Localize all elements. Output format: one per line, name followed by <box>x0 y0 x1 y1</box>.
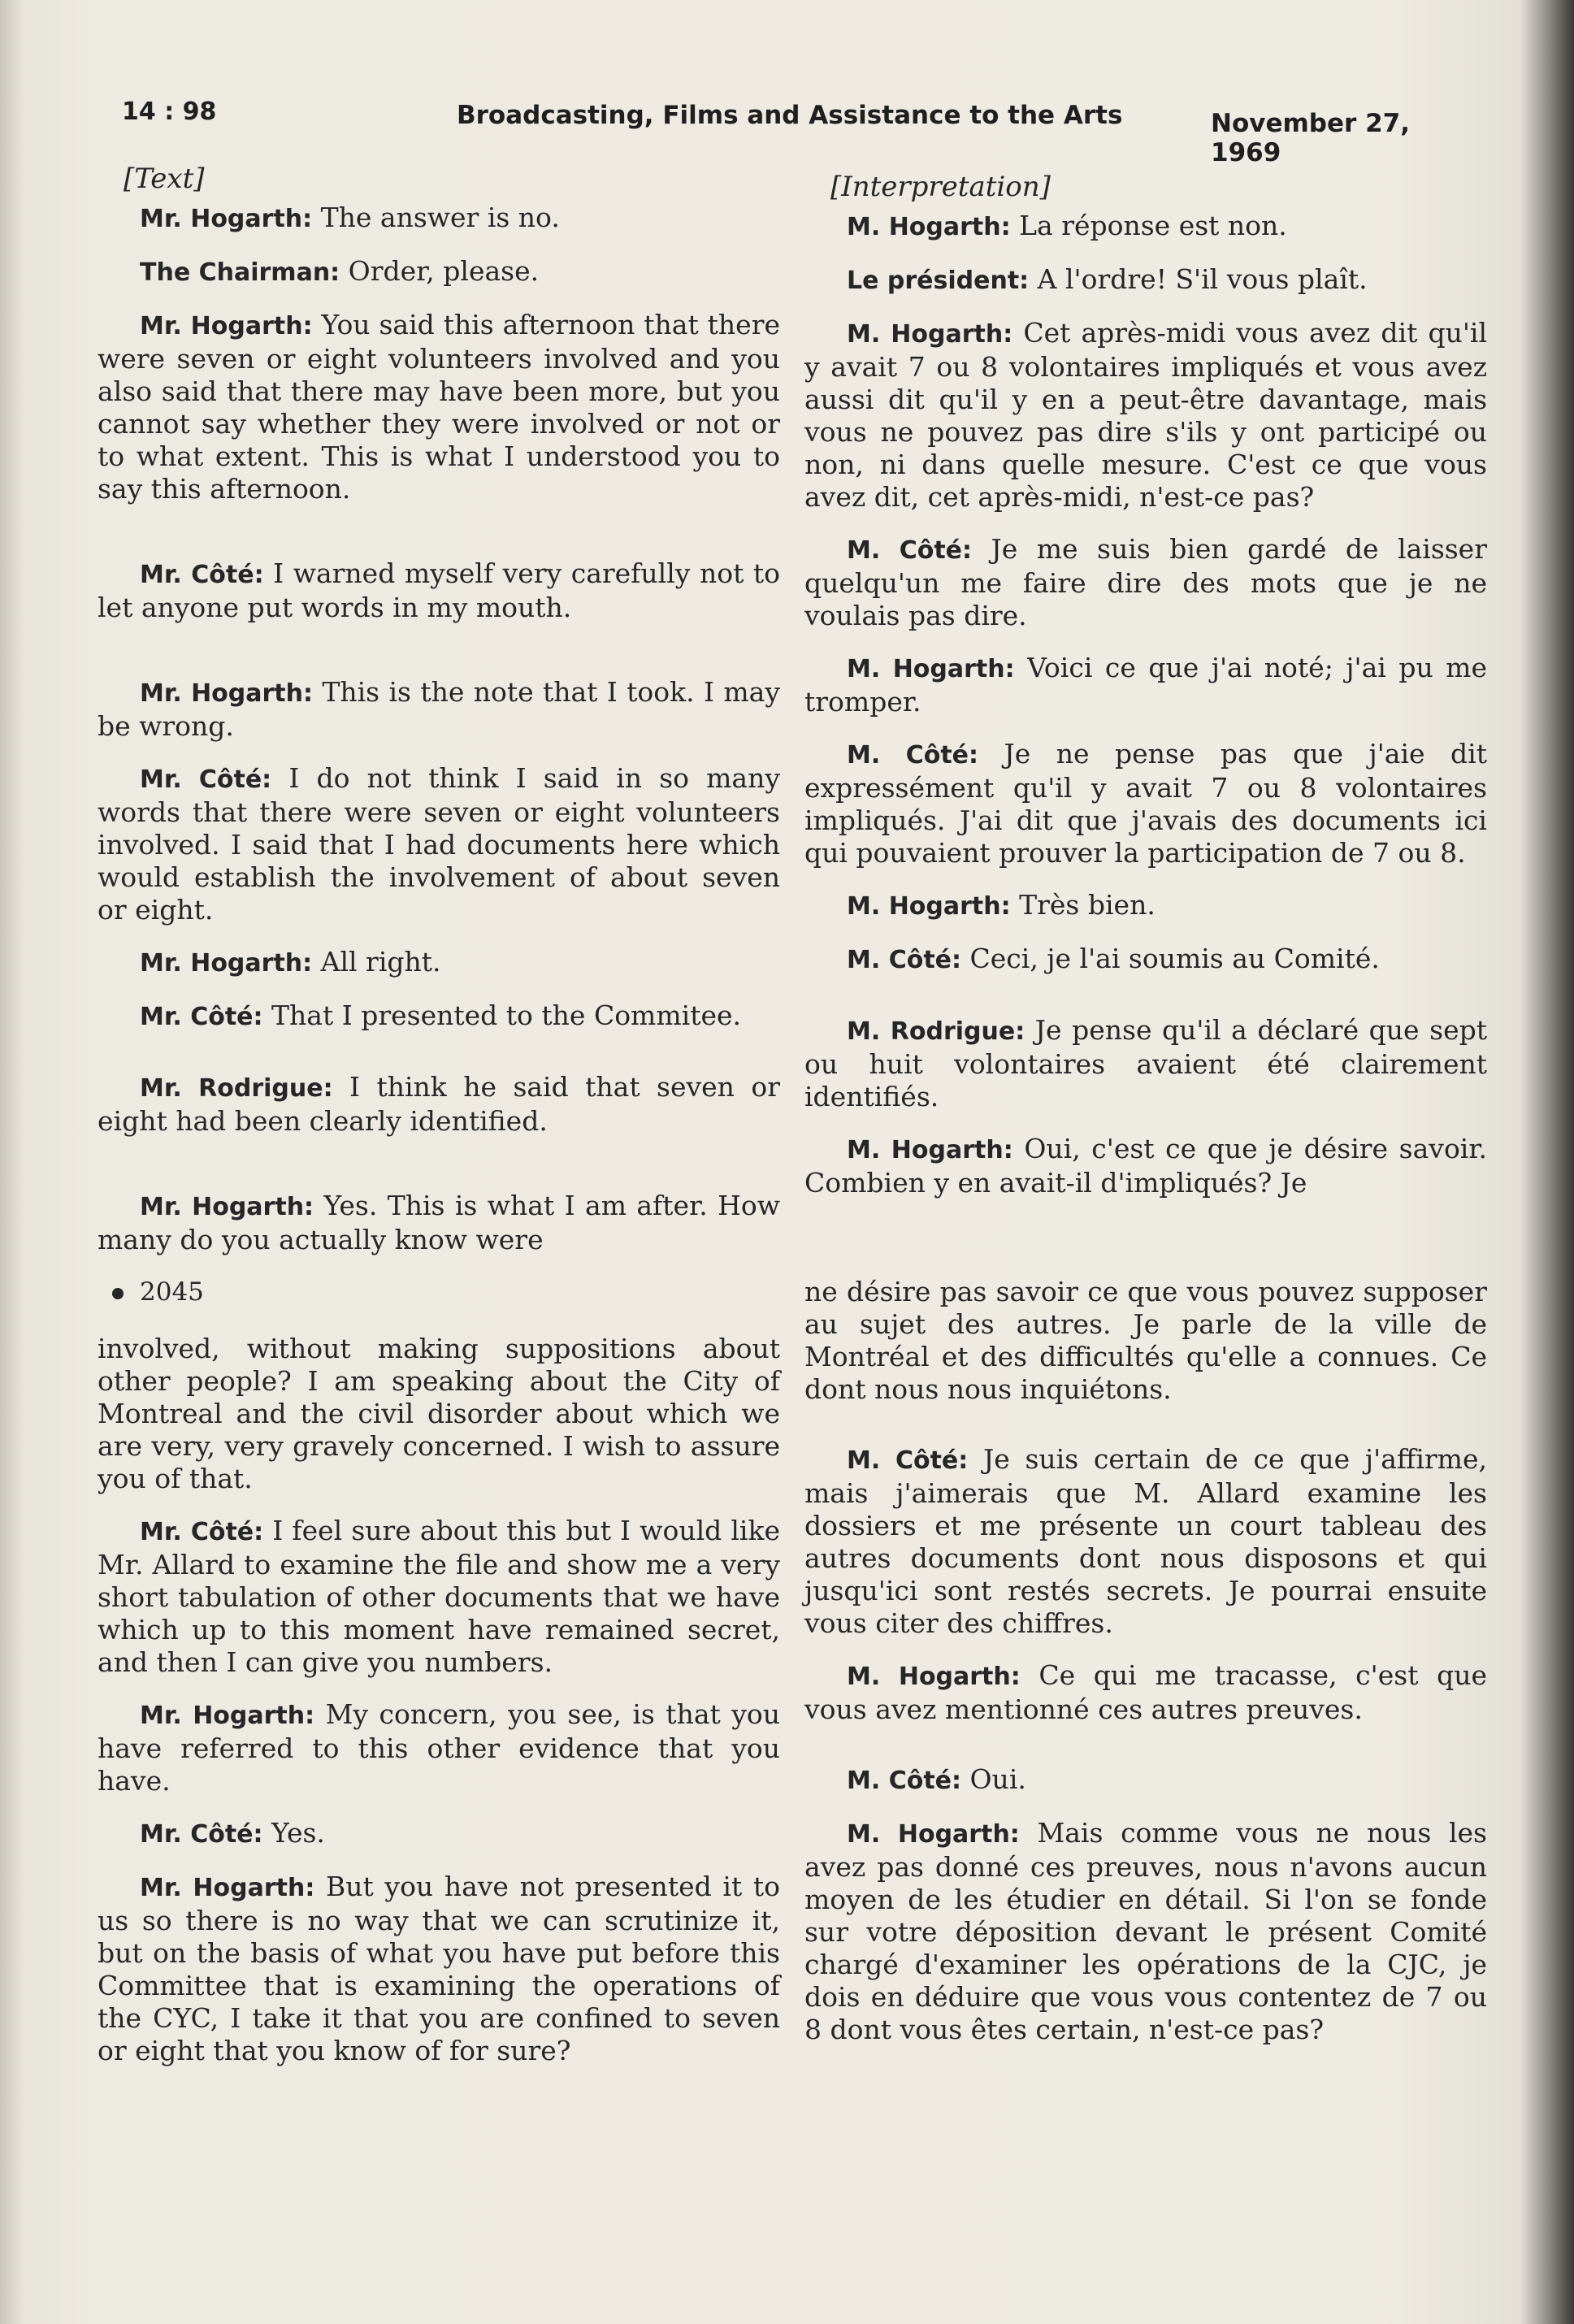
speaker: M. Côté: <box>847 1446 969 1475</box>
statement-text: My concern, you see, is that you have referred to this other evidence that you have. <box>98 1698 781 1797</box>
statement <box>804 317 1487 514</box>
page-number: 14 : 98 <box>122 98 217 126</box>
statement-text: Cet après-midi vous avez dit qu'il y avait 7 ou 8 volontaires impliqués et vous avez aussi dit qu'il y en a peut-être davantage, mais vous ne pouvez pas dire s'ils y ont participé ou non, ni dans quelle mesure. C'est ce que vous avez dit, cet après-midi, n'est-ce pas? <box>804 317 1487 513</box>
speaker: M. Hogarth: <box>847 1663 1021 1691</box>
speaker: M. Côté: <box>847 536 973 565</box>
bullet-icon <box>112 1288 124 1299</box>
statement <box>98 762 780 926</box>
speaker: M. Côté: <box>847 946 962 974</box>
statement <box>98 1698 780 1797</box>
speaker: M. Hogarth: <box>847 892 1011 921</box>
speaker: Le président: <box>847 267 1030 295</box>
speaker: M. Hogarth: <box>847 320 1013 349</box>
speaker: Mr. Côté: <box>140 765 272 794</box>
statement <box>804 1817 1487 2046</box>
statement-text: Je me suis bien gardé de laisser quelqu'un me faire dire des mots que je ne voulais pas dire. <box>804 533 1487 631</box>
statement-text: involved, without making suppositions about other people? I am speaking about the City of Montreal and the civil disorder about which we are very, very gravely concerned. I wish to assure you of that. <box>98 1333 780 1494</box>
statement <box>804 1133 1487 1199</box>
speaker: Mr. Hogarth: <box>140 679 314 708</box>
speaker: Mr. Côté: <box>140 1003 263 1031</box>
statement <box>804 943 1487 977</box>
statement <box>98 309 780 505</box>
statement-text: Ceci, je l'ai soumis au Comité. <box>961 943 1380 974</box>
statement <box>98 202 780 236</box>
statement <box>98 1515 780 1679</box>
statement <box>98 1190 780 1256</box>
speaker: M. Hogarth: <box>847 213 1011 241</box>
speaker: M. Côté: <box>847 1767 962 1795</box>
statement <box>804 1276 1487 1406</box>
statement <box>98 1071 780 1138</box>
statement <box>804 889 1487 923</box>
column-label: [Interpretation] <box>830 171 1051 203</box>
column-label: [Text] <box>124 163 205 195</box>
speaker: M. Hogarth: <box>847 1136 1013 1164</box>
speaker: Mr. Hogarth: <box>140 1874 315 1902</box>
speaker: M. Côté: <box>847 741 979 770</box>
marker-number: 2045 <box>140 1277 204 1307</box>
speaker: Mr. Côté: <box>140 1820 263 1849</box>
speaker: Mr. Hogarth: <box>140 205 313 233</box>
statement-text: Order, please. <box>340 255 540 287</box>
statement-text: I warned myself very carefully not to let anyone put words in my mouth. <box>98 557 781 623</box>
speaker: Mr. Hogarth: <box>140 312 313 340</box>
statement-text: Oui. <box>961 1763 1026 1795</box>
statement-text: A l'ordre! S'il vous plaît. <box>1029 263 1368 295</box>
speaker: Mr. Côté: <box>140 561 264 589</box>
statement <box>804 1763 1487 1797</box>
statement-text: This is the note that I took. I may be wrong. <box>98 676 780 742</box>
statement-text: That I presented to the Commitee. <box>262 999 742 1031</box>
statement-text: You said this afternoon that there were seven or eight volunteers involved and you also said that there may have been more, but you cannot say whether they were involved or not or to what extent. This is what I understood you to say this afternoon. <box>98 309 781 505</box>
speaker: The Chairman: <box>140 258 340 287</box>
statement-text: Je pense qu'il a déclaré que sept ou huit volontaires avaient été clairement identifiés. <box>804 1014 1487 1112</box>
running-header <box>122 89 1487 167</box>
statement-text: Yes. <box>262 1817 325 1849</box>
statement <box>98 255 780 289</box>
statement <box>98 1871 780 2067</box>
speaker: Mr. Côté: <box>140 1518 264 1546</box>
statement-text: I do not think I said in so many words that there were seven or eight volunteers involved. I said that I had documents here which would establish the involvement of about seven or eight. <box>98 762 780 926</box>
statement-text: But you have not presented it to us so there is no way that we can scrutinize it, but on the basis of what you have put before this Committee that is examining the operations of the CYC, I take it that you are confined to seven or eight that you know of for sure? <box>98 1871 781 2066</box>
statement-text: Mais comme vous ne nous les avez pas donné ces preuves, nous n'avons aucun moyen de les étudier en détail. Si l'on se fonde sur votre déposition devant le présent Comité chargé d'examiner les opérations de la CJC, je dois en déduire que vous vous contentez de 7 ou 8 dont vous êtes certain, n'est-ce pas? <box>804 1817 1487 2045</box>
speaker: M. Hogarth: <box>847 655 1015 683</box>
statement <box>98 676 780 743</box>
speaker: Mr. Rodrigue: <box>140 1074 333 1103</box>
statement-text: All right. <box>312 946 441 978</box>
running-title: Broadcasting, Films and Assistance to the Arts <box>457 101 1123 130</box>
statement <box>804 1443 1487 1640</box>
statement <box>804 1659 1487 1726</box>
tape-marker <box>112 1276 780 1308</box>
french-column <box>804 171 1487 2066</box>
speaker: M. Rodrigue: <box>847 1017 1025 1046</box>
statement-text: Je suis certain de ce que j'affirme, mais j'aimerais que M. Allard examine les dossiers et me présente un court tableau des autres documents dont nous disposons et qui jusqu'ici sont restés secrets. Je pourrai ensuite vous citer des chiffres. <box>804 1443 1487 1639</box>
statement <box>804 1014 1487 1113</box>
header-date: November 27, 1969 <box>1211 109 1410 167</box>
statement <box>804 652 1487 718</box>
statement <box>804 210 1487 244</box>
statement-text: I think he said that seven or eight had been clearly identified. <box>98 1071 780 1137</box>
statement-text: Yes. This is what I am after. How many do you actually know were <box>98 1190 780 1255</box>
statement-text: ne désire pas savoir ce que vous pouvez supposer au sujet des autres. Je parle de la ville de Montréal et des difficultés qu'elle a connues. Ce dont nous nous inquiétons. <box>804 1276 1487 1405</box>
statement-text: Oui, c'est ce que je désire savoir. Combien y en avait-il d'impliqués? Je <box>804 1133 1487 1199</box>
speaker: Mr. Hogarth: <box>140 1702 315 1730</box>
statement <box>98 1333 780 1495</box>
speaker: M. Hogarth: <box>847 1820 1020 1849</box>
statement <box>98 557 780 624</box>
statement-text: La réponse est non. <box>1010 210 1287 241</box>
english-column <box>98 163 780 2087</box>
statement-text: Très bien. <box>1010 889 1156 921</box>
statement-text: Voici ce que j'ai noté; j'ai pu me tromper. <box>804 652 1488 718</box>
statement <box>98 946 780 980</box>
statement-text: Ce qui me tracasse, c'est que vous avez mentionné ces autres preuves. <box>804 1659 1487 1725</box>
speaker: Mr. Hogarth: <box>140 1193 314 1221</box>
statement-text: The answer is no. <box>312 202 560 233</box>
statement-text: I feel sure about this but I would like Mr. Allard to examine the file and show me a very short tabulation of other documents that we have which up to this moment have remained secret, and then I can give you numbers. <box>98 1515 780 1678</box>
statement <box>804 738 1487 869</box>
statement <box>98 1817 780 1851</box>
statement-text: Je ne pense pas que j'aie dit expressément qu'il y avait 7 ou 8 volontaires impliqués. J'ai dit que j'avais des documents ici qui pouvaient prouver la participation de 7 ou 8. <box>804 738 1487 869</box>
statement <box>804 533 1487 632</box>
statement <box>98 999 780 1034</box>
speaker: Mr. Hogarth: <box>140 949 313 978</box>
statement <box>804 263 1487 297</box>
